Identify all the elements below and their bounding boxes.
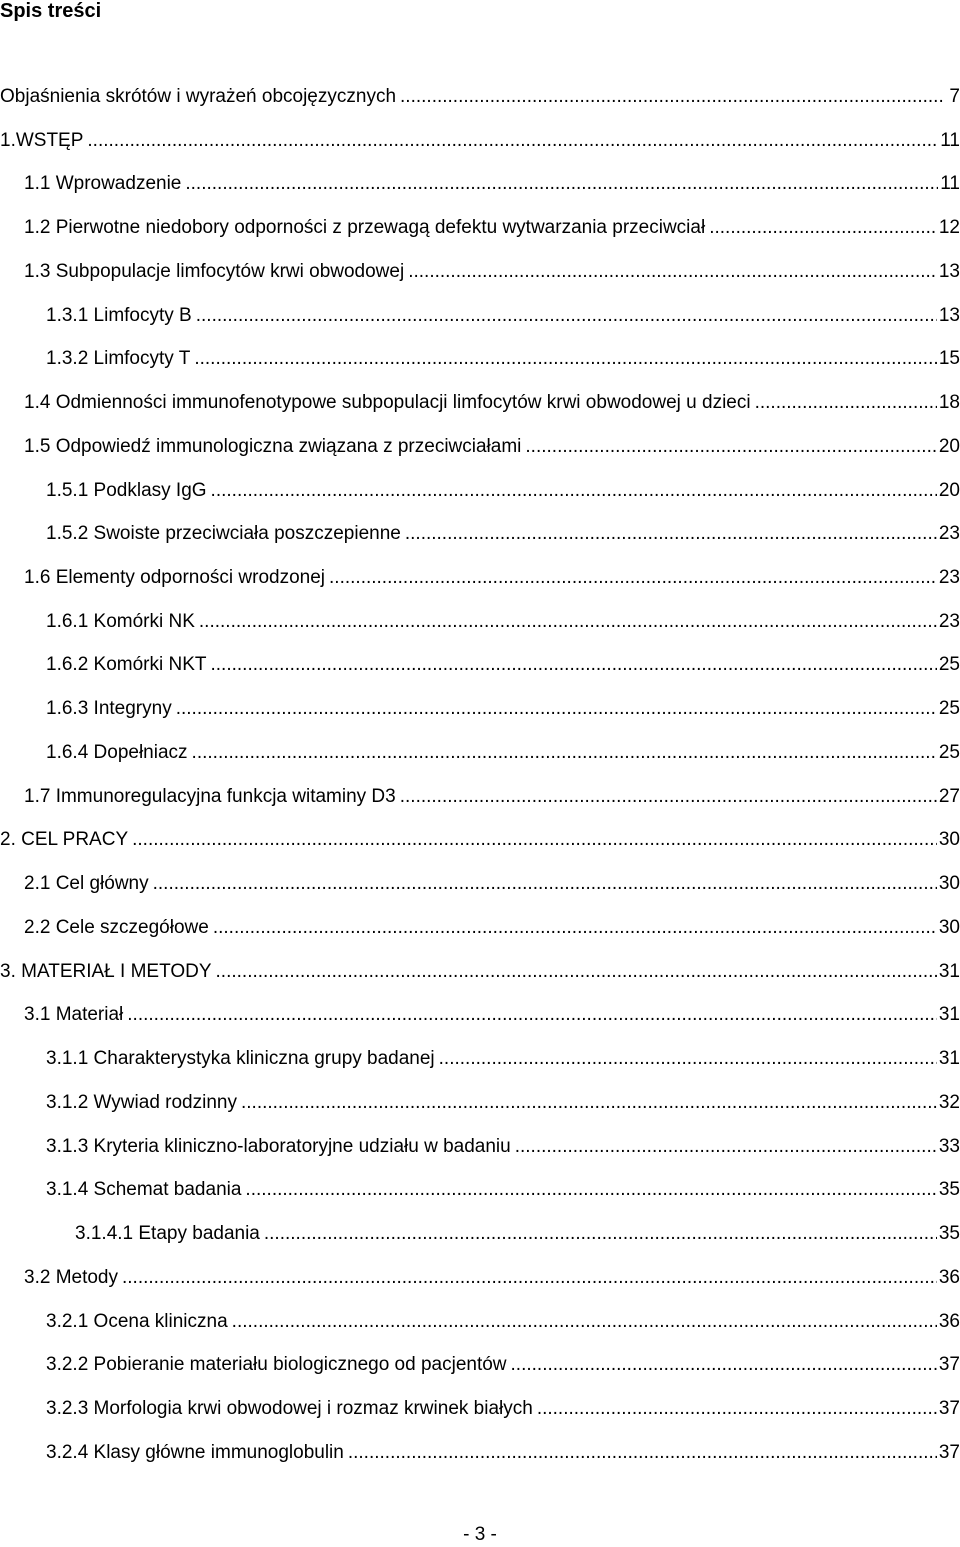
toc-entry-label: 3.1 Materiał	[24, 1004, 124, 1025]
dot-leader	[194, 346, 937, 372]
dot-leader	[439, 1046, 937, 1072]
toc-entry-label: 1.3.2 Limfocyty T	[46, 348, 191, 369]
toc-entry-page: 11	[940, 173, 960, 194]
toc-entry-page: 30	[938, 873, 960, 894]
toc-entry-page: 30	[938, 917, 960, 938]
dot-leader	[211, 478, 937, 504]
toc-entry-page: 33	[938, 1136, 960, 1157]
toc-entry-page: 20	[938, 436, 960, 457]
dot-leader	[329, 565, 937, 591]
dot-leader	[176, 696, 937, 722]
toc-entry-page: 25	[938, 742, 960, 763]
dot-leader	[216, 959, 937, 985]
toc-entry-label: 1.3 Subpopulacje limfocytów krwi obwodowej	[24, 261, 405, 282]
toc-entry[interactable]	[46, 346, 960, 372]
dot-leader	[185, 171, 938, 197]
toc-entry[interactable]	[0, 827, 960, 853]
dot-leader	[405, 521, 937, 547]
toc-entry[interactable]	[24, 871, 960, 897]
toc-entry[interactable]	[46, 696, 960, 722]
dot-leader	[348, 1440, 937, 1466]
toc-entry[interactable]	[0, 84, 960, 110]
toc-entry-label: 3.2.3 Morfologia krwi obwodowej i rozmaz krwinek białych	[46, 1398, 533, 1419]
toc-entry-label: 1.7 Immunoregulacyjna funkcja witaminy D3	[24, 786, 396, 807]
toc-entry-page: 30	[938, 829, 960, 850]
dot-leader	[199, 609, 937, 635]
toc-entry[interactable]	[46, 1352, 960, 1378]
toc-entry-page: 13	[938, 261, 960, 282]
toc-entry[interactable]	[46, 1090, 960, 1116]
toc-entry-page: 7	[949, 86, 960, 107]
toc-entry-page: 13	[938, 305, 960, 326]
toc-entry[interactable]	[46, 1046, 960, 1072]
toc-entry-label: 2.2 Cele szczegółowe	[24, 917, 209, 938]
toc-entry[interactable]	[24, 915, 960, 941]
toc-entry[interactable]	[46, 521, 960, 547]
toc-entry-label: 1.5.1 Podklasy IgG	[46, 480, 207, 501]
toc-entry-page: 36	[938, 1267, 960, 1288]
toc-entry[interactable]	[46, 1177, 960, 1203]
toc-entry-label: 1.2 Pierwotne niedobory odporności z przewagą defektu wytwarzania przeciwciał	[24, 217, 706, 238]
dot-leader	[132, 827, 937, 853]
dot-leader	[537, 1396, 937, 1422]
toc-entry[interactable]	[46, 478, 960, 504]
toc-entry-page: 23	[938, 567, 960, 588]
dot-leader	[709, 215, 937, 241]
dot-leader	[196, 303, 937, 329]
toc-entry-page: 37	[938, 1398, 960, 1419]
toc-entry-page: 25	[938, 654, 960, 675]
toc-entry[interactable]	[24, 259, 960, 285]
toc-entry[interactable]	[46, 303, 960, 329]
toc-entry-page: 32	[938, 1092, 960, 1113]
dot-leader	[192, 740, 937, 766]
dot-leader	[400, 84, 944, 110]
toc-entry-label: Objaśnienia skrótów i wyrażeń obcojęzycznych	[0, 86, 397, 107]
toc-entry-label: 1.4 Odmienności immunofenotypowe subpopulacji limfocytów krwi obwodowej u dzieci	[24, 392, 751, 413]
toc-entry[interactable]	[46, 740, 960, 766]
toc-entry-page: 20	[938, 480, 960, 501]
toc-entry-label: 3.1.1 Charakterystyka kliniczna grupy badanej	[46, 1048, 435, 1069]
toc-entry-page: 11	[940, 130, 960, 151]
dot-leader	[87, 128, 938, 154]
toc-entry[interactable]	[75, 1221, 960, 1247]
toc-entry[interactable]	[46, 1309, 960, 1335]
toc-entry-page: 31	[938, 1048, 960, 1069]
toc-entry[interactable]	[24, 784, 960, 810]
page-number: - 3 -	[463, 1524, 497, 1545]
dot-leader	[408, 259, 937, 285]
toc-entry-page: 35	[938, 1179, 960, 1200]
toc-entry[interactable]	[24, 1002, 960, 1028]
toc-entry-page: 31	[938, 961, 960, 982]
dot-leader	[755, 390, 937, 416]
dot-leader	[511, 1352, 937, 1378]
toc-entry-label: 1.5 Odpowiedź immunologiczna związana z przeciwciałami	[24, 436, 522, 457]
dot-leader	[525, 434, 936, 460]
toc-entry-page: 18	[938, 392, 960, 413]
toc-entry-label: 2.1 Cel główny	[24, 873, 149, 894]
toc-entry-label: 3.1.4.1 Etapy badania	[75, 1223, 260, 1244]
toc-entry-label: 3.2.2 Pobieranie materiału biologicznego od pacjentów	[46, 1354, 507, 1375]
toc-entry-label: 1.6.2 Komórki NKT	[46, 654, 207, 675]
toc-entry-label: 3.1.2 Wywiad rodzinny	[46, 1092, 237, 1113]
toc-entry-label: 3.1.4 Schemat badania	[46, 1179, 242, 1200]
toc-entry[interactable]	[0, 959, 960, 985]
toc-entry[interactable]	[24, 565, 960, 591]
toc-entry-label: 1.WSTĘP	[0, 130, 84, 151]
toc-entry-page: 12	[938, 217, 960, 238]
toc-entry-label: 1.6 Elementy odporności wrodzonej	[24, 567, 326, 588]
toc-entry[interactable]	[46, 609, 960, 635]
toc-entry[interactable]	[24, 171, 960, 197]
toc-entry-label: 2. CEL PRACY	[0, 829, 129, 850]
toc-entry-page: 27	[938, 786, 960, 807]
toc-entry-page: 15	[938, 348, 960, 369]
toc-entry-label: 1.6.3 Integryny	[46, 698, 172, 719]
toc-entry-page: 37	[938, 1354, 960, 1375]
toc-entry-page: 36	[938, 1311, 960, 1332]
dot-leader	[122, 1265, 937, 1291]
toc-entry-label: 3.2.1 Ocena kliniczna	[46, 1311, 228, 1332]
toc-entry[interactable]	[24, 215, 960, 241]
toc-entry[interactable]	[24, 390, 960, 416]
toc-entry-page: 31	[938, 1004, 960, 1025]
toc-entry[interactable]	[46, 1134, 960, 1160]
toc-entry-page: 35	[938, 1223, 960, 1244]
toc-entry[interactable]	[46, 652, 960, 678]
toc-entry-page: 37	[938, 1442, 960, 1463]
toc-entry-page: 25	[938, 698, 960, 719]
dot-leader	[264, 1221, 937, 1247]
toc-entry[interactable]	[0, 128, 960, 154]
toc-entry-label: 3.2 Metody	[24, 1267, 118, 1288]
dot-leader	[245, 1177, 936, 1203]
page-title: Spis treści	[0, 0, 102, 22]
dot-leader	[127, 1002, 937, 1028]
toc-entry-page: 23	[938, 523, 960, 544]
toc-entry-label: 3. MATERIAŁ I METODY	[0, 961, 212, 982]
toc-entry-label: 3.2.4 Klasy główne immunoglobulin	[46, 1442, 344, 1463]
toc-entry-label: 1.3.1 Limfocyty B	[46, 305, 192, 326]
dot-leader	[232, 1309, 937, 1335]
dot-leader	[241, 1090, 937, 1116]
dot-leader	[211, 652, 937, 678]
toc-entry-label: 1.6.1 Komórki NK	[46, 611, 195, 632]
dot-leader	[515, 1134, 937, 1160]
dot-leader	[153, 871, 937, 897]
toc-entry[interactable]	[46, 1396, 960, 1422]
dot-leader	[400, 784, 937, 810]
toc-entry-label: 3.1.3 Kryteria kliniczno-laboratoryjne udziału w badaniu	[46, 1136, 511, 1157]
toc-entry[interactable]	[46, 1440, 960, 1466]
dot-leader	[213, 915, 937, 941]
toc-entry[interactable]	[24, 1265, 960, 1291]
toc-entry[interactable]	[24, 434, 960, 460]
toc-entry-label: 1.6.4 Dopełniacz	[46, 742, 188, 763]
toc-entry-label: 1.5.2 Swoiste przeciwciała poszczepienne	[46, 523, 401, 544]
toc-entry-label: 1.1 Wprowadzenie	[24, 173, 182, 194]
toc-entry-page: 23	[938, 611, 960, 632]
